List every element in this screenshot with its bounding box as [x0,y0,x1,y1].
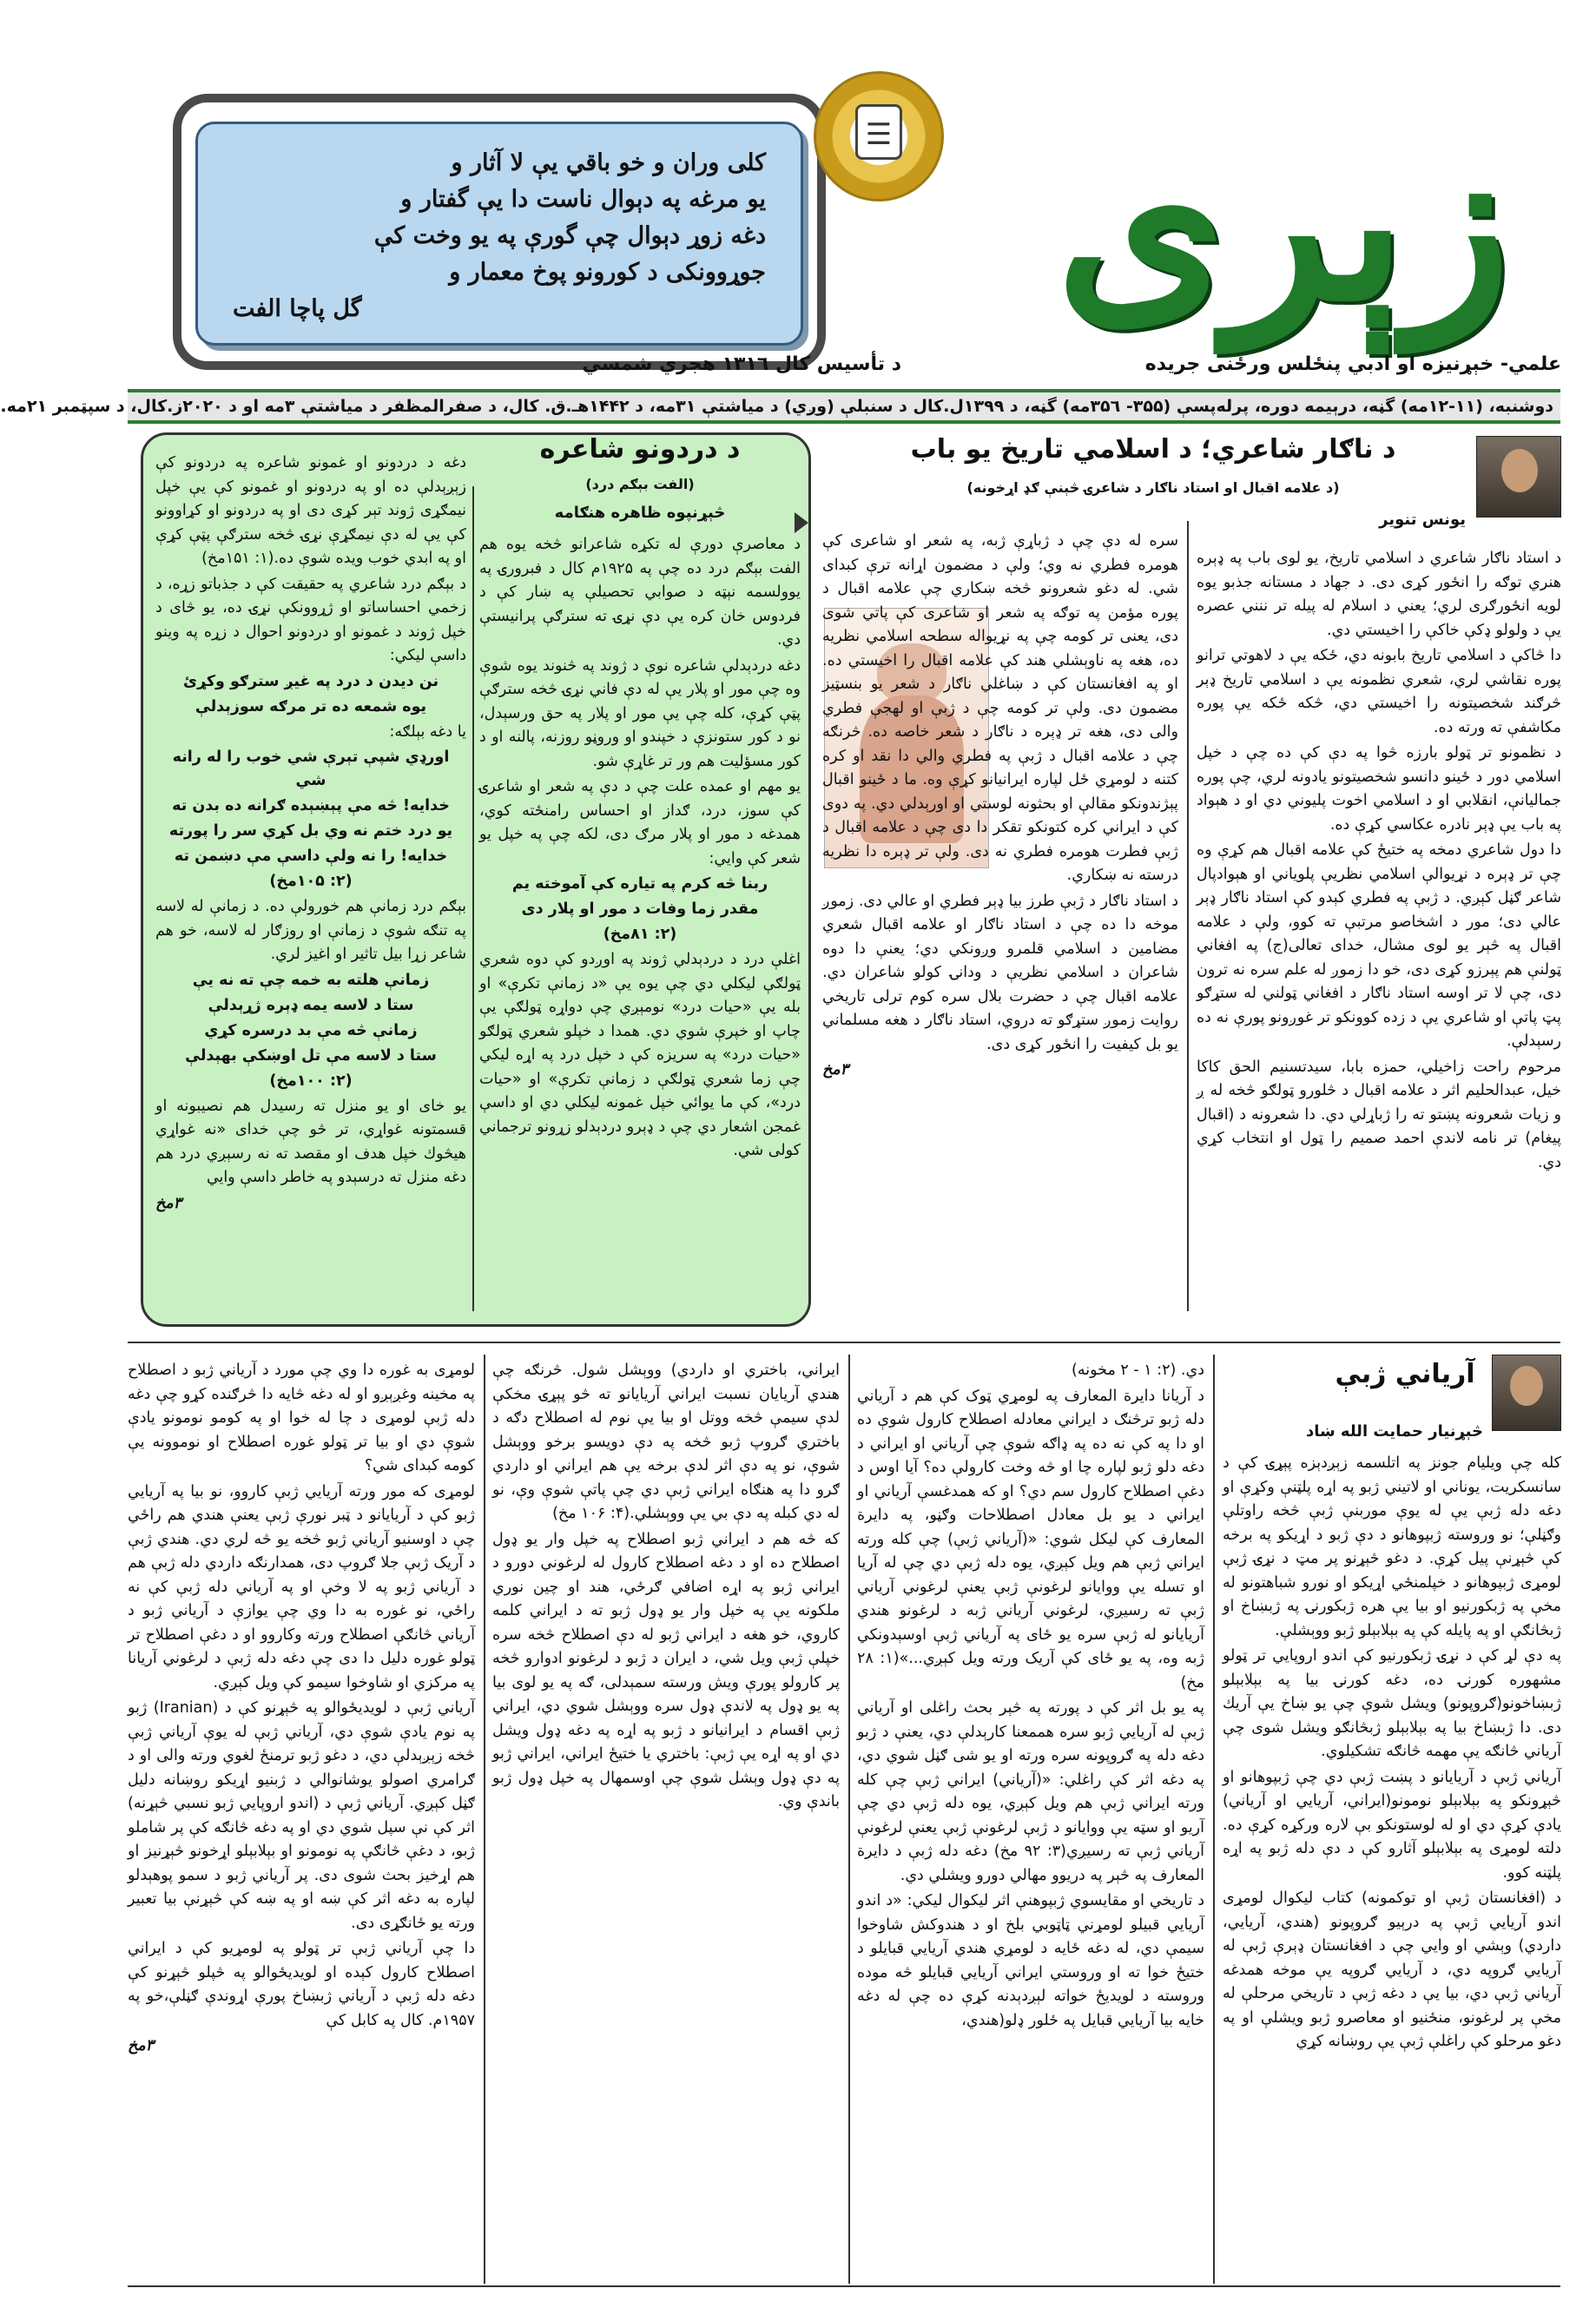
verse-line: زمانې هلته به خمه چې ته نه يې [192,971,430,989]
article1-col-left [822,530,1178,1311]
masthead-subtitle [120,346,1561,384]
paragraph: د استاد ناګار د ژبې طرز بيا ډېر فطري او عالي دى. زموږ موخه دا ده چې د استاد ناګار او علامه اقبال شعري مضامين د اسلامي قلمرو وږونكي دي؛ يعنې دا دوه شاعران د اسلامي نظريې د ودانۍ كولو شاعران دي. علامه اقبال چې د حضرت بلال سره كوم ترلى تاريخي روايت زموږ ستړګو ته دروي، استاد ناګار د هغه مسلماني يو بل كيفيت را انځور كړى دى. [822,892,1178,1053]
paragraph: لومړى كه مور ورته آريايي ژبې كاروو، نو بيا په آريايي ژبو كې د آريايانو د ټبر نورې ژبې يعنې هندي هم راځي چې د اوسنيو آرياني ژبو څخه يو څه لري دي. هندي ژبې د آريک ژبې جلا ګروپ دى، همدارنګه داردي دله ژبې هم د آرياني ژبو په لا وخې او په آرياني دله ژبې كې نه راځي، نو غوره به دا وي چې يوازې د آرياني ژبو د آرياني څانګې اصطلاح ورته وكاروو او د دغې اصطلاح تر ټولو غوره دليل دا دى چې دغه دله ژبې د لرغوني آريانا په مركزي او شاوخوا سيمو كې ويل كېږي. [128,1482,475,1691]
paragraph: د (افغانستان ژبې او توكمونه) كتاب ليكوال لومړى اندو آريايي ژبې په درېيو ګروپونو (هندي، آريايي، داردي) وېشي او وايي چې د افغانستان ډېرې ژبې له آريايي ګروپه دي، د آريايي ګروپه يې موخه همدغه آرياني ژبې دي، بيا يې د دغه ژبې د تاريخي مرحلې له مخې پر لرغونو، منځنيو او معاصرو ژبو ويشلې او په دغو مرحلو كې راغلې ژبې يې روښانه كړي [1223,1889,1561,2050]
paragraph: يو مهم او عمده علت چې د دې په شعر او شاعرۍ كې سوز، درد، ګداز او احساس رامنځته كوي، همدغه د مور او پلار مرګ دى، لكه چې په خپل يو شعر كې وايي: [479,778,801,867]
article3-headline: آرياني ژبې [1335,1359,1475,1389]
verse-ref: (۲: ۱۰۰مخ) [269,1072,353,1090]
book-icon: ☰ [855,104,902,160]
paragraph: د تاريخي او مقايسوي ژبپوهنې اثر ليكوال ليكي: «د اندو آريايي قبيلو لومړني ټاټوبي بلخ او د هندوكش شاوخوا سيمې دي، له دغه ځايه د لومړي هندي آريايي قبايلو د ختيځ خوا ته او وروستي ايراني آريايي قبايلو څه موده وروسته د لويديځ خواته لېږدېدنه كړې ده چې له دغه خايه بيا آريايي قبايل په ځلور ډلو(هندي، [857,1892,1204,2029]
paragraph: د نظمونو تر ټولو بارزه څوا په دې كې ده چې د خپل اسلامي دور د ځينو دانسو شخصيتونو يادونه لري، چې پوره جماليانې، انقلابي او د اسلامي اخوت پليوني دي او د هېواد په باب يې ډېر نادره عكاسي كړې ده. [1197,744,1561,834]
article2-headline: د دردونو شاعره [539,434,741,465]
page-ref: ۳مخ [128,2037,155,2054]
article3-col-2 [857,1359,1204,2281]
masthead-title: زېرى [1056,94,1511,349]
paragraph: د آريانا دايرة المعارف په لومړي ټوک كې هم د آرياني دله ژبو ترڅنګ د ايراني معادله اصطلاح كارول شوې ده او دا په كې نه ده په ډاګه شوې چې آرياني او ايراني د دغه دلو ژبو لپاره چا او څه وخت كارولې ده؟ آيا اوس د دغې اصطلاح كارول سم دي؟ او كه همدغسې آرياني او ايراني د يو بل معادل اصطلاحات وګڼو، په دايرة المعارف كې ليكل شوي: «(آرياني ژبې) چې كله ورته ايراني ژبې هم ويل كېږي، يوه دله ژبې دي چې له آريا او تسله يې ووايانو لرغونې ژبې يعنې لرغوني آرياني ژبې ته رسيږي، لرغوني آرياني ژبه د لرغونو هندي آريايانو له ژبې سره يو ځای په آرياني ژبې اوسېدونكي ژبه وه، په يو ځای كې آريک ورته ويل كېږي...»(۱: ۲۸ مخ) [857,1387,1204,1691]
paragraph: دي. (۲: ۱ - ۲ مخونه) [1072,1362,1204,1379]
paragraph: اغلې درد د دردېدلي ژوند په اوږدو كې دوه شعري ټولګې ليكلي دي چې يوه يې «د زمانې تكرې» او بله يې «حيات درد» نومېږي چې دواړه ټولګې يې چاپ او خپرې شوي دي. همدا د خپلو شعري ټولګو «حيات درد» په سريزه كې د خپل درد په اړه ليكي چې زما شعري ټولګې د زمانې تكرې» او «حيات درد»، كې ما يوائي خپل غمونه ليكلي دي او داسې غمجن اشعار دي چې د ډېرو دردېدلو زړونو ترجماني كولى شي. [479,951,801,1159]
article2-col-left [155,452,466,1320]
paragraph: په دې لړ كې د نړۍ ژبكورنيو كې اندو اروپايي تر ټولو مشهوره كورنۍ ده، دغه كورنۍ بيا په بېلابېلو ژبښاخونو(ګروپونو) ويشل شوې چې يو ښاخ يې آريك دى. دا ژبښاخ بيا په بېلابېلو ژبڅانګو ويشل شوى چې آرياني څانګه يې مهمه څانګه تشكيلوي. [1223,1647,1561,1760]
verse-ref: (۲: ۱۰۵مخ) [269,873,353,890]
article1-headline: د ناګار شاعري؛ د اسلامي تاريخ يو باب [910,434,1396,465]
paragraph: دا دول شاعري دمخه په ختيځ كې علامه اقبال هم كړې وه چې تر ډېره د نړيوالې اسلامي نظريې پلوياني او هېوادپال شاعر ګڼل كېږي. د ژبې په فطري كېدو كې استاد ناګار ډېر عالي دی؛ مور د اشخاصو مرتبې ته كوو، ولې د علامه اقبال په څېر يو لوى مشال، خداى تعالى(ج) په افغاني ټولنې هم پېرزو كړى دى، خو دا زموږ له علم سره نه ترون دى، چې لا تر اوسه استاد ناګار د افغاني ټولني له ستړګو پټ پاتې او شاعري يې د زده كوونكو تر غوږونو پورې نه ده رسېدلې. [1197,841,1561,1050]
article2-col-right [479,533,801,1315]
verse-line: خدايه! څه مې پېښېده ګرانه ده بدن ته [172,797,450,814]
paragraph: ايراني، باختري او داردي) ووېشل شول. څرنګه چې هندي آريايان نسبت ايراني آريايانو ته څو پېړۍ مخكې لدې سيمې څخه ووتل او بيا يې نوم له اصطلاح دګه د باختري ګروپ ژبو څخه په دې دويسو برخو ووېشل شوې، نو په دې اثر لدې برخه يې هم ايراني او داردي ګرو دا په هنګاه ايراني ژبې دي چې پاتې شوې وې، نو له دي كبله په دې بي يې ووېشلي.(۴: ۱۰۶ مخ) [492,1362,840,1522]
column-divider [472,486,474,1311]
article3-col-3 [492,1359,840,2281]
paragraph: لومړى به غوره دا وي چې مورد د آرياني ژبو د اصطلاح په مخينه وغږېږو او له دغه څايه دا څرګنده كړو چې دغه دله ژبې لومړى د چا له خوا او په كومو نومونو يادې شوې دي او بيا تر ټولو غوره اصطلاح او نوموونه يې كومه كبداى شي؟ [128,1362,475,1474]
author-photo [1476,436,1561,518]
subtitle-description: علمي- خېړنيزه او ادبي پنځلس ورځنى جريده [1144,353,1561,375]
verse-line: نن ديدن د درد په غيږ سترګو وكړئ [182,672,439,690]
paragraph: كله چې ويليام جونز په اتلسمه زېږدېزه پېړۍ كې د سانسكريت، يوناني او لاتيني ژبو په اړه پلټنې وكړې او دغه دله ژبې يې له يوې موربنې ژبې څخه راوتلې وګڼلې؛ نو وروسته ژبپوهانو د دې ژبو د اړيكو په برخه كې څېړنې پيل كړې. د دغو څېړنو پر مټ د نړۍ ژبې لومړى ژبپوهانو د خپلمنځي اړيكو او نورو شباهتونو له مخې په ژبكورنيو او بيا يې هره ژبكورنۍ په ژبښاخ او ژبڅانګې او په پايله كې په بېلابېلو ژبو ووېشلې. [1223,1454,1561,1639]
verse-line: ستا د لاسه مې تل اوښكې بهېدلې [185,1046,437,1065]
verse-line: مقدر زما وفات د مور او پلار دى [521,900,759,918]
verse-line: يو درد ختم نه وي بل كړي سر را پورته [168,822,453,840]
article1-author: يونس تنوير [1379,511,1466,529]
poem-line: يو مرغه په دېوال ناست دا يې گفتار و [400,186,766,213]
paragraph: آرياني ژبې د آريايانو د پښت ژبې دي چې ژبپوهانو او څېړونكو په بېلابېلو نومونو(ايراني، آريايي او آرياني) يادې كړې دي او له لوستونكو بې لاره وركړه كړې ده. دلته لومړى په بېلابېلو آثارو كې د دې دله ژبو په اړه پلټنه كوو. [1223,1768,1561,1882]
paragraph: د معاصرې دورې له تكړه شاعرانو څخه يوه هم الفت بېګم درد ده چې په ۱۹۲۵م كال د فبرورۍ په يوولسمه نېټه د صوابي تحصيلې په ښار كې د فردوس خان كره يې دې نړۍ ته سترګې پرانيستې دي. [479,536,801,649]
date-bar: دوشنبه، (۱۱-۱۲مه) گڼه، درېيمه دوره، پرلەپسې (۳۵۵- ۳۵٦مه) گڼه، د ۱۳۹۹ل.كال د سنبلې (وږي) د مياشتې ۳۱مه، د ۱۴۴۲هـ.ق. كال، د صفرالمظفر د مياشتې ۳مه او د ۲۰۲۰ز.كال، د سپټمبر ۲۱مه. [128,389,1560,424]
poem-line: جوړوونكى د كورونو پوخ معمار و [449,259,766,286]
article3-author: څېړنيار حمايت الله ښاد [1305,1422,1483,1441]
paragraph: كه څه هم د ايراني ژبو اصطلاح په خپل وار يو ډول اصطلاح ده او د دغه اصطلاح كارول له لرغوني دورو د ايراني ژبو په اړه اضافي ګرځي، هند او چين نوري ملكونه يې په خپل وار يو ډول ژبو ته د ايراني كلمه كاروي، خو هغه د ايراني ژبو له دې اصطلاح څخه سره خپلې ژبې ويل شي، د ايران د ژبو د لرغونو ادوارو څخه پر كارولو پورې ويش ورسته سمېدلى، ګه په يو لوى بيا په يو ډول په لاندې ډول سره ووېشل شوي دي، ايراني ژبې اقسام د ايرانيانو د ژبو په اړه په دغه ډول ويشل دي او په اړه يې ژبې: باختري يا ختيځ ايراني، ايراني ژبو په دې ډول وېشل شوې چې اوسمهال په خپل ډول ژبو باندې وي. [492,1530,840,1810]
column-divider [484,1355,485,2284]
poem-line: دغه زوړ دېوال چې گورې په يو وخت كې [373,222,766,249]
verse-lead: يا دغه بېلګه: [389,722,466,741]
page-bottom-rule [128,2285,1560,2287]
paragraph: دغه د دردونو او غمونو شاعره په دردونو كې زېږېدلې ده او په دردونو او غمونو كې يې خپل نيمګړى ژوند تېر كړى دى او په دردونو او كړاوونو كې يې له دې نيمګړې نړۍ څخه سترګې پټې كړې او په ابدي خوب ويده شوې ده.(۱: ۱۵۱مخ) [155,454,466,567]
article1-col-right [1197,547,1561,1311]
verse-line: اورډي شپې تېرې شي خوب را له رانه شي [172,748,450,789]
column-divider [1213,1355,1215,2284]
paragraph: بېګم درد زمانې هم خورولې ده. د زمانې له لاسه په تنګه شوې د زمانې او روزګار له لاسه، خو هم شاعر زړا بيل تاثير او اغيز لري. [155,898,466,963]
verse-line: ستا د لاسه يمه ډېره ژړېدلې [208,996,414,1014]
article1-kicker: (د علامه اقبال او استاد ناګار د شاعرۍ څېنې ګډ اړخونه) [966,479,1340,496]
poem-box [195,122,803,346]
article2-kicker: (الفت بېګم درد) [585,476,695,492]
paragraph: د استاد ناګار شاعري د اسلامي تاريخ، يو لوى باب په ډېره هنري توګه را انځور كړى دى. د جهاد د مستانه جذبو يوه لويه انځورګرى لري؛ يعني د اسلام له پيله تر ننني عصره يې د ولولو ډكې خاكې را اخيستي دي. [1197,550,1561,639]
poem-line: كلى وران و خو باقي يې لا آثار و [451,149,766,176]
verse-line: خدايه! را نه ولې داسې مې دښمن ته [174,847,448,865]
paragraph: آرياني ژبې د لويديځوالو په څېړنو كې د (Iranian) ژبو په نوم يادې شوې دي، آرياني ژبې له يوې آرياني ژبې څخه زېږېدلې دي، د دغو ژبو ترمنځ لغوي ورته والى او د ګرامري اصولو يوشانوالي د ژبنيو اړيكو روښانه دليل ګڼل كېږي. آرياني ژبې د (اندو اروپايي ژبو نسبي څېړنه) اثر كې نې سپل شوي دي او په دغه څانګه كې پر شاملو ژبو، د دغې څانګې په نومونو او بېلابېلو اړخونو څېړنيز او هم اړخيز بحث شوى دى. پر آرياني ژبو د سمو پوهېدلو لپاره به دغه اثر كې ښه او په ښه کې څېړنې بيا تعبير ورته يو ځانګړى دى. [128,1699,475,1932]
paragraph: په يو بل اثر كې د پورته په څېر بحث راغلى او آرياني ژبې له آريايي ژبو سره هممعنا كارېدلې دي، يعنې د ژبو دغه دله په ګروپونه سره ورته او يو شى ګڼل شوي دي، په دغه اثر كې راغلي: «(آرياني) ايراني ژبې چې كله ورته ايراني ژبې هم ويل كېږي، يوه دله ژبې دي چې آريو او سټه يې ووايانو د ژبې لرغونې ژبې يعنې لرغونې آرياني ژبې ته رسيږي(۳: ۹۲ مخ) دغه دله ژبې د دايرة المعارف په څېر په دريوو مهالي دورو ويشلي دي. [857,1699,1204,1884]
column-divider [1187,521,1189,1311]
section-divider [128,1342,1560,1343]
paragraph: سره له دې چې د ژباړې ژبه، په شعر او شاعرى كې هومره فطري نه وي؛ ولې د مضمون اړانه ترې كبداى شي. له دغو شعرونو څخه ښكاري چې علامه اقبال د پوره مؤمن په توګه په شعر او شاعرى كې پاتي شوى دى، يعنى تر كومه چې په نړيواله سطحه اسلامي نظريه ده، هغه په ناوېشلي هند كې علامه اقبال را اخيستي ده. او په افغانستان كې د ښاغلي ناګار د شعر يو بنسټيز مضمون دى. ولې تر كومه چې د ژبې او لهجې فطري والى دى، هغه تر ډېره د ناګار د شعر خاصه ده. څرنګه چې د علامه اقبال د ژبې په فطري والي دا نقد او كره كتنه د لومړي ځل لپاره ايرانيانو كړې وه. ما د ځينو اقبال پېژندونكو مقالې او بحثونه لوستي او اورېدلي دي. په دوى كې د ايراني كره كتونكو تقكر دا دى چې د علامه اقبال د ژبې فطرت هومره فطري نه دى. ولې تر ډېره دا نظريه درسته نه ښكاري. [822,532,1178,884]
author-photo [1492,1355,1561,1431]
paragraph: د بېګم درد شاعري په حقيقت كې د جذباتو زړه، د زخمي احساساتو او ژړوونكې نړۍ ده، يو څاى د خپل ژوند د غمونو او دردونو احوال د زړه په وينو داسې ليكي: [155,575,466,664]
verse-line: زمانې څه مې بد درسره كړي [204,1021,418,1039]
paragraph: دا څاكې د اسلامي تاريخ بابونه دي، ځكه يې د لاهوتي ترانو پوره نقاشي لري، شعري نظمونه يې د اسلامي تاريخ ډېر څرګند شخصيتونه را اخيستي دي، څكه ځكه يې پوره مكاشفې ته ورته ده. [1197,647,1561,736]
verse-ref: (۲: ۸۱مخ) [603,926,677,943]
article2-subhead: څېړنپوه ظاهره هنګامه [554,504,726,522]
article3-col-1 [1223,1452,1561,2281]
paragraph: يو خاى او يو منزل ته رسيدل هم نصيبونه او قسمتونه غواړي، تر څو چې خداى «نه غواړي هيڅوك خپل هدف او مقصد ته نه رسېږي درد هم دغه منزل ته درسېدو په خاطر داسې وايي [155,1097,466,1186]
paragraph: مرحوم راحت زاخيلي، حمزه بابا، سيدتسنيم الحق كاكا خيل، عبدالحليم اثر د علامه اقبال د څلورو ټولګو څخه له ږ و زيات شعرونه پښتو ته را ژباړلي دي. دا شعرونه د (اقبال پيغام) تر نامه لاندې احمد صميم را ټول او انتخاب كړي دي. [1197,1058,1561,1171]
verse-line: يوه شمعه ده تر مرګه سوزېدلې [195,697,427,715]
subtitle-founded: د تأسيس كال ۱۳۱٦ هجري شمسي [582,353,901,375]
article3-col-4 [128,1359,475,2281]
poem-author: گل پاچا الفت [233,295,362,322]
page-ref: ۳مخ [155,1194,182,1212]
paragraph: دغه دردېدلې شاعره نوې د ژوند په څنوند يوه شوې وه چې مور او پلار يې له دې فاني نړۍ څخه سترګې پټې كړې، كله چې يې مور او پلار په حق ورسېدل، نو د كور ستونزې د خپندو او وروڼو روزنه، پالنه او د كور مسؤليت هم ور تر غاړې شو. [479,656,801,770]
paragraph: دا چې آرياني ژبې تر ټولو په لومړيو كې د ايراني اصطلاح كارول كېده او لويديځوالو په څپلو څېړنو كې دغه دله ژبې د آرياني ژبښاخ پورې اړوندې ګڼلې،خو په ۱۹۵۷م. كال په كابل كې [128,1940,475,2029]
column-divider [848,1355,850,2284]
verse-line: ربنا څه كرم په تياره كې آموخته يم [511,875,768,893]
page-ref: ۳مخ [822,1061,849,1078]
